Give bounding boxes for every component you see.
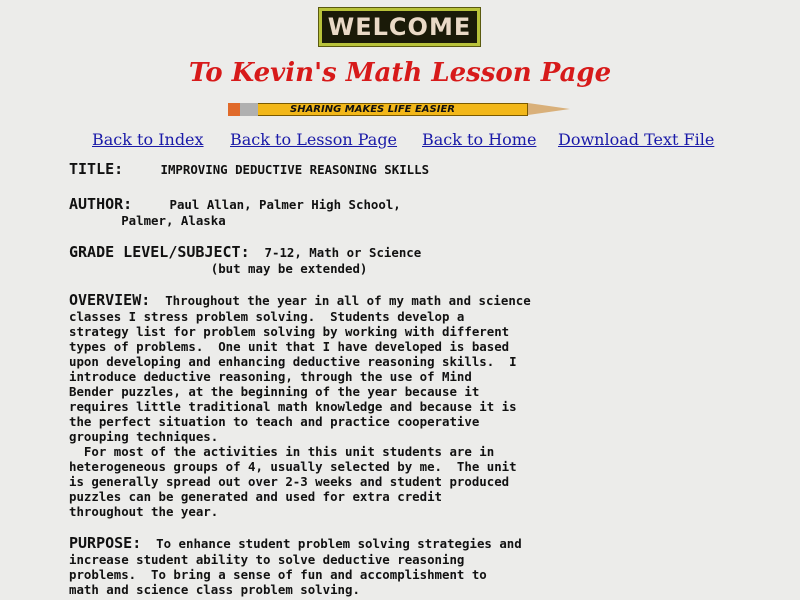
overview-line: grouping techniques. xyxy=(69,429,219,444)
title-label: TITLE: xyxy=(69,160,124,178)
grade-line: (but may be extended) xyxy=(69,261,368,276)
overview-line: types of problems. One unit that I have developed is based xyxy=(69,339,510,354)
overview-line: heterogeneous groups of 4, usually selected by me. The unit xyxy=(69,459,517,474)
overview-line: Bender puzzles, at the beginning of the year because it xyxy=(69,384,480,399)
download-text-file-link[interactable]: Download Text File xyxy=(558,130,715,149)
back-to-home-link[interactable]: Back to Home xyxy=(422,130,537,149)
author-label: AUTHOR: xyxy=(69,195,133,213)
overview-line: requires little traditional math knowledge and because it is xyxy=(69,399,517,414)
purpose-line: To enhance student problem solving strategies and xyxy=(141,536,522,551)
pencil-eraser xyxy=(228,103,258,116)
overview-line: upon developing and enhancing deductive reasoning skills. I xyxy=(69,354,517,369)
welcome-banner xyxy=(318,7,481,47)
purpose-line: problems. To bring a sense of fun and accomplishment to xyxy=(69,567,487,582)
back-to-lesson-page-link[interactable]: Back to Lesson Page xyxy=(230,130,398,149)
page-title: To Kevin's Math Lesson Page xyxy=(188,58,612,88)
welcome-text: WELCOME xyxy=(322,11,477,43)
purpose-line: math and science class problem solving. xyxy=(69,582,360,597)
overview-line: the perfect situation to teach and practice cooperative xyxy=(69,414,480,429)
pencil-text: SHARING MAKES LIFE EASIER xyxy=(290,104,456,115)
grade-label: GRADE LEVEL/SUBJECT: xyxy=(69,243,250,261)
grade-line: 7-12, Math or Science xyxy=(249,245,422,260)
overview-line: classes I stress problem solving. Students develop a xyxy=(69,309,465,324)
back-to-index-link[interactable]: Back to Index xyxy=(92,130,204,149)
overview-line: Throughout the year in all of my math and science xyxy=(150,293,531,308)
purpose-label: PURPOSE: xyxy=(69,534,142,552)
overview-line: puzzles can be generated and used for extra credit xyxy=(69,489,442,504)
overview-section xyxy=(69,291,531,519)
pencil-tip xyxy=(528,103,570,115)
overview-label: OVERVIEW: xyxy=(69,291,151,309)
overview-line: For most of the activities in this unit students are in xyxy=(69,444,495,459)
author-line: Palmer, Alaska xyxy=(69,213,226,228)
overview-line: strategy list for problem solving by working with different xyxy=(69,324,510,339)
pencil-banner xyxy=(228,103,570,116)
title-value: IMPROVING DEDUCTIVE REASONING SKILLS xyxy=(123,162,430,177)
title-section xyxy=(69,160,429,178)
author-section xyxy=(69,195,401,228)
overview-line: introduce deductive reasoning, through the use of Mind xyxy=(69,369,472,384)
author-line: Paul Allan, Palmer High School, xyxy=(132,197,401,212)
purpose-line: increase student ability to solve deductive reasoning xyxy=(69,552,465,567)
purpose-section xyxy=(69,534,522,597)
overview-line: throughout the year. xyxy=(69,504,219,519)
overview-line: is generally spread out over 2-3 weeks and student produced xyxy=(69,474,510,489)
grade-section xyxy=(69,243,421,276)
